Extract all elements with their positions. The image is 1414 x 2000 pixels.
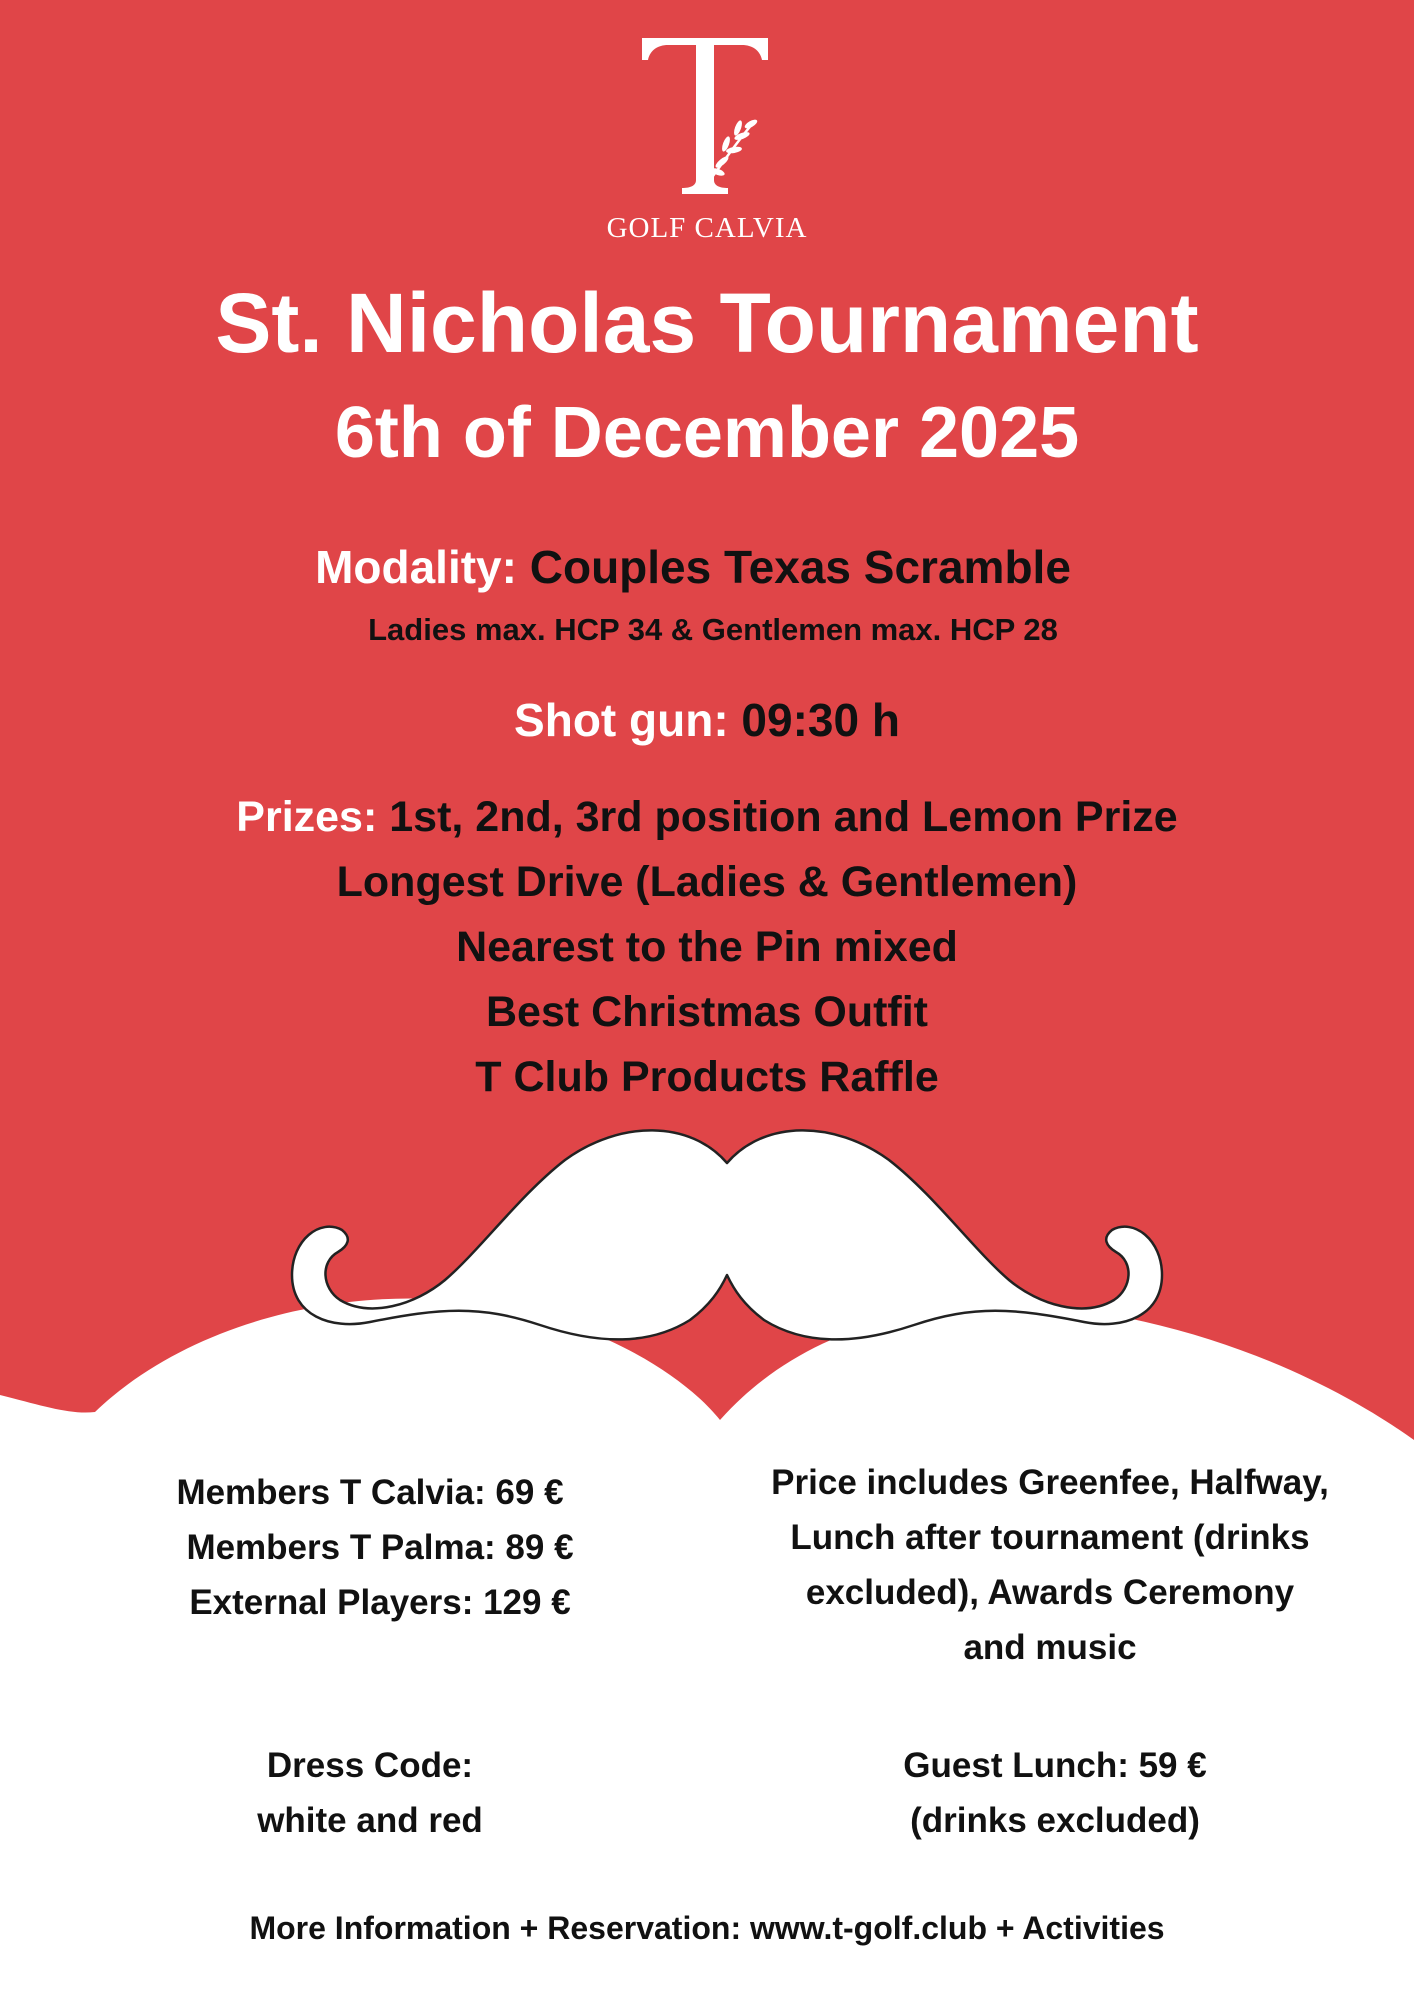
includes-line: excluded), Awards Ceremony: [805, 1573, 1295, 1612]
prize-item: Longest Drive (Ladies & Gentlemen): [336, 858, 1078, 906]
prizes-line: [0, 793, 1414, 842]
guest-lunch: [765, 1738, 1345, 1848]
price-members-palma: Members T Palma: 89 €: [186, 1528, 574, 1567]
modality-value: Couples Texas Scramble: [529, 541, 1071, 593]
price-members-calvia: Members T Calvia: 69 €: [176, 1473, 564, 1512]
prize-item: 1st, 2nd, 3rd position and Lemon Prize: [389, 793, 1178, 841]
includes-line: Price includes Greenfee, Halfway,: [771, 1463, 1329, 1502]
prize-item: Best Christmas Outfit: [485, 988, 928, 1036]
olive-branch-icon: [710, 118, 759, 180]
includes-line: and music: [963, 1628, 1137, 1667]
prizes-label: Prizes:: [236, 793, 378, 841]
event-title: St. Nicholas Tournament: [215, 276, 1199, 370]
includes-line: Lunch after tournament (drinks: [790, 1518, 1310, 1557]
shotgun-line: [0, 693, 1414, 747]
handicap-limits: Ladies max. HCP 34 & Gentlemen max. HCP 28: [368, 612, 1058, 647]
event-date: 6th of December 2025: [334, 393, 1080, 473]
price-list: [80, 1465, 680, 1630]
brand-name: GOLF CALVIA: [606, 212, 808, 244]
modality-label: Modality:: [315, 541, 517, 593]
prize-item: T Club Products Raffle: [475, 1053, 939, 1101]
dress-code-value: white and red: [257, 1801, 483, 1840]
logo-t-icon: [630, 30, 780, 200]
price-external-players: External Players: 129 €: [189, 1583, 571, 1622]
shotgun-label: Shot gun:: [514, 694, 729, 746]
shotgun-time: 09:30 h: [741, 694, 900, 746]
price-includes: [700, 1455, 1400, 1675]
dress-code-label: Dress Code:: [266, 1746, 474, 1785]
prize-item: Nearest to the Pin mixed: [456, 923, 958, 971]
dress-code: [70, 1738, 670, 1848]
guest-lunch-note: (drinks excluded): [910, 1801, 1200, 1840]
modality-line: [0, 540, 1400, 594]
guest-lunch-price: Guest Lunch: 59 €: [903, 1746, 1207, 1785]
more-info-reservation: More Information + Reservation: www.t-golf.club + Activities: [249, 1910, 1165, 1946]
